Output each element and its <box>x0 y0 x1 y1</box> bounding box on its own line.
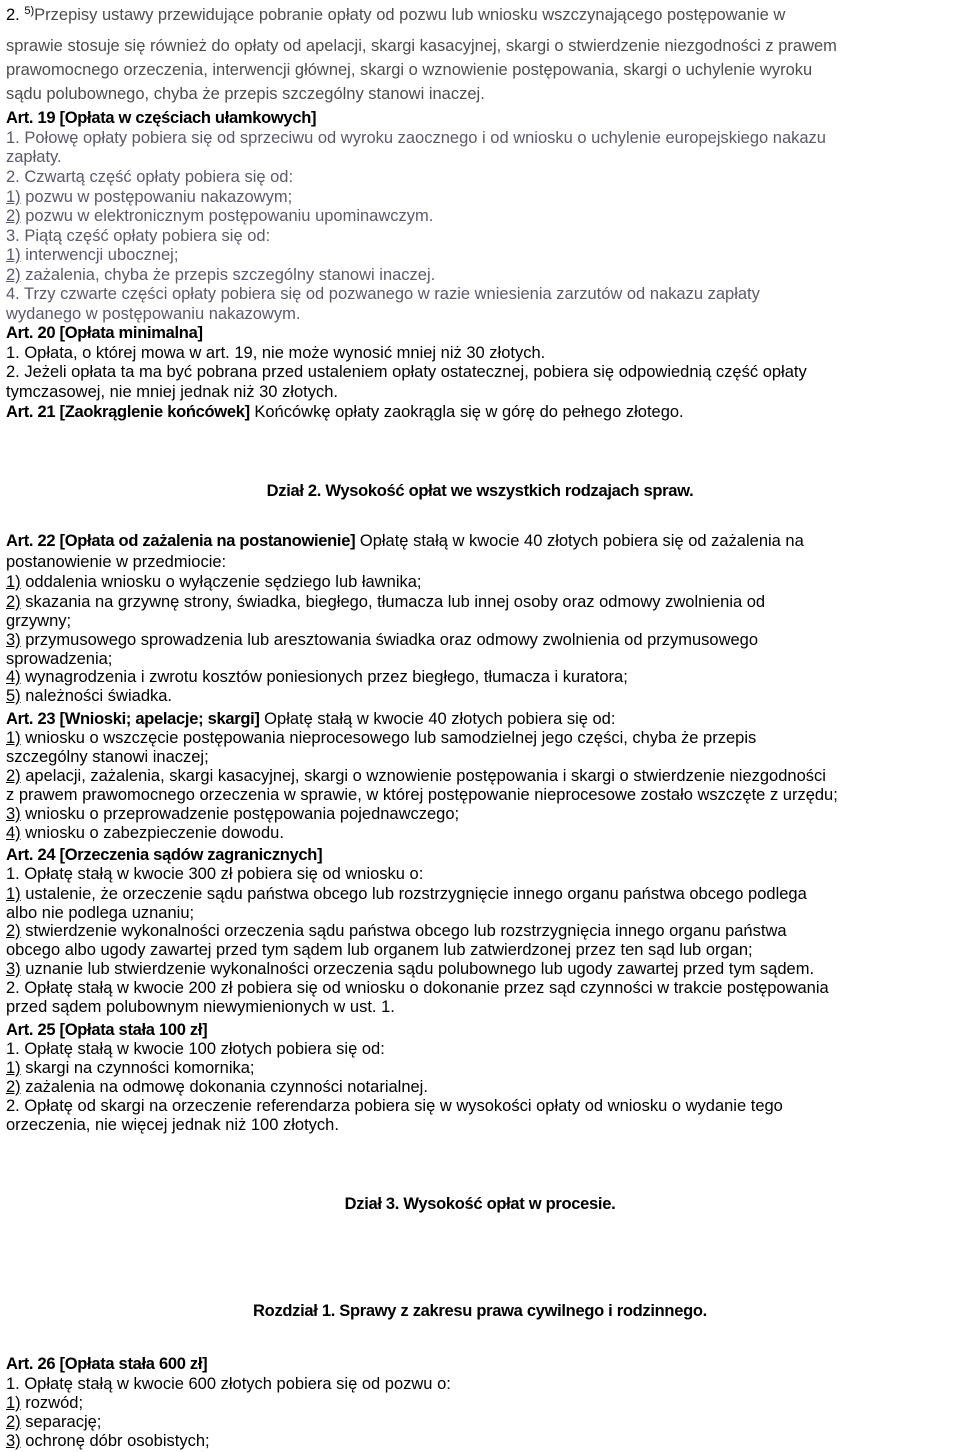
art25-item1: 1) skargi na czynności komornika; <box>6 1059 255 1077</box>
art24-title: Art. 24 [Orzeczenia sądów zagranicznych] <box>6 846 323 864</box>
art21-title: Art. 21 [Zaokrąglenie końcówek] <box>6 403 250 421</box>
art25-item2: 2) zażalenia na odmowę dokonania czynności notarialnej. <box>6 1078 428 1096</box>
art19-para4-line2: wydanego w postępowaniu nakazowym. <box>6 305 301 323</box>
art22-item3-line1: 3) przymusowego sprowadzenia lub aresztowania świadka oraz odmowy zwolnienia od przymusowego <box>6 631 759 649</box>
art18-para2-line2: sprawie stosuje się również do opłaty od apelacji, skargi kasacyjnej, skargi o stwierdzenie niezgodności z prawem <box>6 37 837 55</box>
para-number: 2. <box>6 6 20 24</box>
art25-title: Art. 25 [Opłata stała 100 zł] <box>6 1021 208 1039</box>
art22-line2: postanowienie w przedmiocie: <box>6 553 227 571</box>
art22-item2-line1: 2) skazania na grzywnę strony, świadka, biegłego, tłumacza lub innej osoby oraz odmowy zwolnienia od <box>6 593 766 611</box>
art23-item2-line1: 2) apelacji, zażalenia, skargi kasacyjnej, skargi o wznowienie postępowania i skargi o stwierdzenie niezgodności <box>6 767 826 785</box>
art20-para1: 1. Opłata, o której mowa w art. 19, nie może wynosić mniej niż 30 złotych. <box>6 344 546 362</box>
art25-para1: 1. Opłatę stałą w kwocie 100 złotych pobiera się od: <box>6 1040 385 1058</box>
art26-item1: 1) rozwód; <box>6 1394 84 1412</box>
art19-title: Art. 19 [Opłata w częściach ułamkowych] <box>6 109 317 127</box>
art19-para1-line2: zapłaty. <box>6 148 62 166</box>
art19-para2-item1: 1) pozwu w postępowaniu nakazowym; <box>6 188 293 206</box>
art21: Art. 21 [Zaokrąglenie końcówek] Końcówkę opłaty zaokrągla się w górę do pełnego złotego. <box>6 403 684 421</box>
art24-para1: 1. Opłatę stałą w kwocie 300 zł pobiera się od wniosku o: <box>6 865 424 883</box>
art22-title: Art. 22 [Opłata od zażalenia na postanowienie] <box>6 532 356 550</box>
art19-para3-item1: 1) interwencji ubocznej; <box>6 246 179 264</box>
art23-item3: 3) wniosku o przeprowadzenie postępowania pojednawczego; <box>6 805 460 823</box>
art24-item2-line2: obcego albo ugody zawartej przed tym sądem lub organem lub zatwierdzonej przez ten sąd lub organ; <box>6 941 753 959</box>
art23-item4: 4) wniosku o zabezpieczenie dowodu. <box>6 824 284 842</box>
art20-title: Art. 20 [Opłata minimalna] <box>6 324 203 342</box>
section-heading-dzial2: Dział 2. Wysokość opłat we wszystkich rodzajach spraw. <box>266 482 694 500</box>
art23-title: Art. 23 [Wnioski; apelacje; skargi] <box>6 710 260 728</box>
art19-para1-line1: 1. Połowę opłaty pobiera się od sprzeciwu od wyroku zaocznego i od wniosku o uchylenie europejskiego nakazu <box>6 129 826 147</box>
art19-para2-item2: 2) pozwu w elektronicznym postępowaniu upominawczym. <box>6 207 434 225</box>
art23-item2-line2: z prawem prawomocnego orzeczenia w sprawie, w której postępowanie nieprocesowe zostało wszczęte z urzędu; <box>6 786 838 804</box>
art24-para2-line1: 2. Opłatę stałą w kwocie 200 zł pobiera się od wniosku o dokonanie przez sąd czynności w trakcie postępowania <box>6 979 829 997</box>
art25-para2-line2: orzeczenia, nie więcej jednak niż 100 złotych. <box>6 1116 339 1134</box>
art22-line1: Art. 22 [Opłata od zażalenia na postanowienie] Opłatę stałą w kwocie 40 złotych pobiera się od zażalenia na <box>6 532 804 550</box>
art22-item5: 5) należności świadka. <box>6 687 172 705</box>
art24-item1-line1: 1) ustalenie, że orzeczenie sądu państwa obcego lub rozstrzygnięcie innego organu państwa obcego podlega <box>6 885 807 903</box>
art19-para4-line1: 4. Trzy czwarte części opłaty pobiera się od pozwanego w razie wniesienia zarzutów od nakazu zapłaty <box>6 285 760 303</box>
art18-para2-line3: prawomocnego orzeczenia, interwencji głównej, skargi o wznowienie postępowania, skargi o uchylenie wyroku <box>6 61 813 79</box>
art19-para2: 2. Czwartą część opłaty pobiera się od: <box>6 168 294 186</box>
art26-title: Art. 26 [Opłata stała 600 zł] <box>6 1355 208 1373</box>
art26-para1: 1. Opłatę stałą w kwocie 600 złotych pobiera się od pozwu o: <box>6 1375 451 1393</box>
art20-para2-line2: tymczasowej, nie mniej jednak niż 30 złotych. <box>6 383 338 401</box>
art23-line1: Art. 23 [Wnioski; apelacje; skargi] Opłatę stałą w kwocie 40 złotych pobiera się od: <box>6 710 616 728</box>
art23-item1-line1: 1) wniosku o wszczęcie postępowania nieprocesowego lub samodzielnej jego części, chyba że przepis <box>6 729 757 747</box>
art24-item3: 3) uznanie lub stwierdzenie wykonalności orzeczenia sądu polubownego lub ugody zawartej przed tym sądem. <box>6 960 815 978</box>
section-heading-dzial3: Dział 3. Wysokość opłat w procesie. <box>344 1195 616 1213</box>
art26-item2: 2) separację; <box>6 1413 102 1431</box>
art26-item3: 3) ochronę dóbr osobistych; <box>6 1432 210 1450</box>
chapter-heading-rozdzial1: Rozdział 1. Sprawy z zakresu prawa cywilnego i rodzinnego. <box>253 1302 707 1320</box>
art24-item2-line1: 2) stwierdzenie wykonalności orzeczenia sądu państwa obcego lub rozstrzygnięcia innego organu państwa <box>6 922 787 940</box>
art24-para2-line2: przed sądem polubownym niewymienionych w ust. 1. <box>6 998 395 1016</box>
art19-para3: 3. Piątą część opłaty pobiera się od: <box>6 227 271 245</box>
footnote-ref: 5) <box>24 5 35 17</box>
art23-item1-line2: szczególny stanowi inaczej; <box>6 748 209 766</box>
art22-item4: 4) wynagrodzenia i zwrotu kosztów poniesionych przez biegłego, tłumacza i kuratora; <box>6 668 628 686</box>
art24-item1-line2: albo nie podlega uznaniu; <box>6 904 195 922</box>
art18-para2-line1: 2. $^{5)}$Przepisy ustawy przewidujące pobranie opłaty od pozwu lub wniosku wszczynającego postępowanie w <box>6 5 786 24</box>
art19-para3-item2: 2) zażalenia, chyba że przepis szczególny stanowi inaczej. <box>6 266 436 284</box>
art25-para2-line1: 2. Opłatę od skargi na orzeczenie referendarza pobiera się w wysokości opłaty od wniosku o wydanie tego <box>6 1097 783 1115</box>
art22-item3-line2: sprowadzenia; <box>6 650 113 668</box>
art22-item2-line2: grzywny; <box>6 612 72 630</box>
art20-para2-line1: 2. Jeżeli opłata ta ma być pobrana przed ustaleniem opłaty ostatecznej, pobiera się odpowiednią część opłaty <box>6 363 807 381</box>
art22-item1: 1) oddalenia wniosku o wyłączenie sędziego lub ławnika; <box>6 573 422 591</box>
art18-para2-line4: sądu polubownego, chyba że przepis szczególny stanowi inaczej. <box>6 85 485 103</box>
